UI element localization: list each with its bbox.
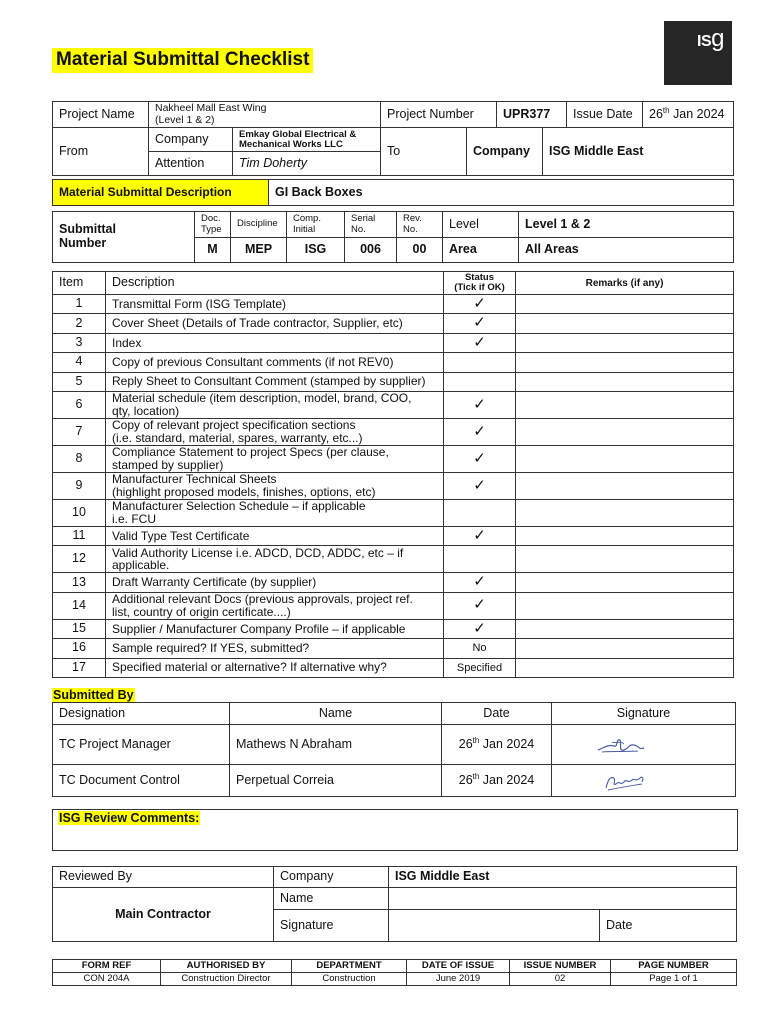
attention-label: Attention bbox=[149, 152, 233, 176]
submittal-description-table bbox=[52, 179, 734, 206]
checklist-row bbox=[53, 499, 734, 526]
project-number-value: UPR377 bbox=[497, 102, 567, 128]
serial-no-value: 006 bbox=[345, 238, 397, 263]
status-check-icon[interactable]: ✓ bbox=[444, 295, 516, 314]
description-value: GI Back Boxes bbox=[269, 180, 734, 206]
comp-initial-label: Comp. Initial bbox=[287, 212, 345, 238]
project-name-label: Project Name bbox=[53, 102, 149, 128]
status-check-icon[interactable]: ✓ bbox=[444, 391, 516, 418]
checklist-row bbox=[53, 295, 734, 314]
reviewed-company-label: Company bbox=[274, 867, 389, 888]
remarks-cell[interactable] bbox=[516, 619, 734, 638]
submittal-number-table bbox=[52, 211, 734, 263]
remarks-cell[interactable] bbox=[516, 472, 734, 499]
remarks-cell[interactable] bbox=[516, 546, 734, 573]
designation-value: TC Document Control bbox=[53, 765, 230, 797]
area-label: Area bbox=[443, 238, 519, 263]
status-header: Status (Tick if OK) bbox=[444, 272, 516, 295]
footer-form-ref: CON 204A bbox=[53, 973, 161, 986]
footer-header-department: DEPARTMENT bbox=[292, 960, 407, 973]
isg-logo: ISg bbox=[664, 21, 732, 85]
footer-authorised-by: Construction Director bbox=[161, 973, 292, 986]
company-label: Company bbox=[149, 128, 233, 152]
checklist-row bbox=[53, 472, 734, 499]
reviewer-date-label: Date bbox=[600, 910, 737, 942]
item-description: Supplier / Manufacturer Company Profile – if applicable bbox=[106, 619, 444, 638]
reviewer-name-label: Name bbox=[274, 888, 389, 910]
issue-date-label: Issue Date bbox=[567, 102, 643, 128]
checklist-row bbox=[53, 353, 734, 372]
checklist-row bbox=[53, 391, 734, 418]
item-description: Cover Sheet (Details of Trade contractor, Supplier, etc) bbox=[106, 314, 444, 333]
item-number: 10 bbox=[53, 499, 106, 526]
footer-header-issue-number: ISSUE NUMBER bbox=[510, 960, 611, 973]
submitted-by-row bbox=[53, 725, 736, 765]
status-cell[interactable] bbox=[444, 499, 516, 526]
item-number: 12 bbox=[53, 546, 106, 573]
status-check-icon[interactable]: ✓ bbox=[444, 526, 516, 545]
reviewed-by-table bbox=[52, 866, 737, 942]
footer-issue-number: 02 bbox=[510, 973, 611, 986]
status-cell[interactable] bbox=[444, 353, 516, 372]
name-value: Mathews N Abraham bbox=[230, 725, 442, 765]
rev-no-label: Rev. No. bbox=[397, 212, 443, 238]
status-cell[interactable]: Specified bbox=[444, 658, 516, 677]
designation-header: Designation bbox=[53, 703, 230, 725]
remarks-cell[interactable] bbox=[516, 445, 734, 472]
date-value: 26th Jan 2024 bbox=[442, 725, 552, 765]
item-number: 16 bbox=[53, 639, 106, 658]
submittal-number-label: Submittal Number bbox=[53, 212, 195, 263]
item-number: 3 bbox=[53, 333, 106, 352]
doc-type-value: M bbox=[195, 238, 231, 263]
item-description: Additional relevant Docs (previous approvals, project ref. list, country of origin certificate....) bbox=[106, 592, 444, 619]
checklist-row bbox=[53, 445, 734, 472]
to-company-value: ISG Middle East bbox=[543, 128, 734, 176]
footer-header-date-of-issue: DATE OF ISSUE bbox=[407, 960, 510, 973]
signature-cell bbox=[552, 725, 736, 765]
item-description: Material schedule (item description, model, brand, COO, qty, location) bbox=[106, 391, 444, 418]
issue-date-value: 26th Jan 2024 bbox=[643, 102, 734, 128]
status-check-icon[interactable]: ✓ bbox=[444, 573, 516, 592]
remarks-cell[interactable] bbox=[516, 499, 734, 526]
footer-department: Construction bbox=[292, 973, 407, 986]
level-label: Level bbox=[443, 212, 519, 238]
remarks-cell[interactable] bbox=[516, 418, 734, 445]
checklist-row bbox=[53, 639, 734, 658]
remarks-cell[interactable] bbox=[516, 573, 734, 592]
status-check-icon[interactable]: ✓ bbox=[444, 445, 516, 472]
comp-initial-value: ISG bbox=[287, 238, 345, 263]
review-comments-label: ISG Review Comments: bbox=[59, 811, 200, 825]
remarks-cell[interactable] bbox=[516, 391, 734, 418]
item-number: 8 bbox=[53, 445, 106, 472]
item-number: 6 bbox=[53, 391, 106, 418]
checklist-row bbox=[53, 573, 734, 592]
remarks-cell[interactable] bbox=[516, 658, 734, 677]
handwritten-signature-2 bbox=[602, 768, 652, 794]
submitted-by-table bbox=[52, 702, 736, 797]
description-label: Material Submittal Description bbox=[53, 180, 269, 206]
footer-header-form-ref: FORM REF bbox=[53, 960, 161, 973]
submitted-by-label: Submitted By bbox=[53, 688, 134, 702]
doc-type-label: Doc. Type bbox=[195, 212, 231, 238]
handwritten-signature-1 bbox=[594, 732, 654, 758]
checklist-row bbox=[53, 418, 734, 445]
item-description: Transmittal Form (ISG Template) bbox=[106, 295, 444, 314]
status-check-icon[interactable]: ✓ bbox=[444, 619, 516, 638]
item-number: 13 bbox=[53, 573, 106, 592]
remarks-cell[interactable] bbox=[516, 353, 734, 372]
remarks-cell[interactable] bbox=[516, 333, 734, 352]
status-check-icon[interactable]: ✓ bbox=[444, 472, 516, 499]
item-number: 17 bbox=[53, 658, 106, 677]
description-header: Description bbox=[106, 272, 444, 295]
submitted-by-row bbox=[53, 765, 736, 797]
status-cell[interactable] bbox=[444, 372, 516, 391]
item-number: 2 bbox=[53, 314, 106, 333]
footer-header-page-number: PAGE NUMBER bbox=[611, 960, 737, 973]
from-label: From bbox=[53, 128, 149, 176]
form-footer-table bbox=[52, 959, 737, 986]
reviewer-name-value[interactable] bbox=[389, 888, 737, 910]
project-name-value: Nakheel Mall East Wing (Level 1 & 2) bbox=[149, 102, 381, 128]
remarks-cell[interactable] bbox=[516, 639, 734, 658]
item-description: Copy of relevant project specification sections (i.e. standard, material, spares, warranty, etc...) bbox=[106, 418, 444, 445]
status-check-icon[interactable]: ✓ bbox=[444, 592, 516, 619]
checklist-row bbox=[53, 592, 734, 619]
item-number: 11 bbox=[53, 526, 106, 545]
item-number: 7 bbox=[53, 418, 106, 445]
review-comments-box bbox=[52, 809, 738, 851]
remarks-cell[interactable] bbox=[516, 295, 734, 314]
item-header: Item bbox=[53, 272, 106, 295]
item-description: Compliance Statement to project Specs (per clause, stamped by supplier) bbox=[106, 445, 444, 472]
footer-header-authorised-by: AUTHORISED BY bbox=[161, 960, 292, 973]
checklist-row bbox=[53, 619, 734, 638]
remarks-cell[interactable] bbox=[516, 372, 734, 391]
document-title: Material Submittal Checklist bbox=[52, 48, 313, 73]
checklist-row bbox=[53, 333, 734, 352]
reviewer-role: Main Contractor bbox=[53, 888, 274, 942]
footer-date-of-issue: June 2019 bbox=[407, 973, 510, 986]
status-check-icon[interactable]: ✓ bbox=[444, 333, 516, 352]
footer-page-number: Page 1 of 1 bbox=[611, 973, 737, 986]
name-value: Perpetual Correia bbox=[230, 765, 442, 797]
checklist-row bbox=[53, 526, 734, 545]
checklist-row bbox=[53, 546, 734, 573]
item-description: Manufacturer Technical Sheets (highlight proposed models, finishes, options, etc) bbox=[106, 472, 444, 499]
reviewed-by-label: Reviewed By bbox=[53, 867, 274, 888]
to-company-label: Company bbox=[467, 128, 543, 176]
level-value: Level 1 & 2 bbox=[519, 212, 734, 238]
remarks-cell[interactable] bbox=[516, 314, 734, 333]
signature-header: Signature bbox=[552, 703, 736, 725]
to-label: To bbox=[381, 128, 467, 176]
from-company-value: Emkay Global Electrical & Mechanical Works LLC bbox=[233, 128, 381, 152]
from-to-table bbox=[52, 127, 734, 176]
discipline-value: MEP bbox=[231, 238, 287, 263]
checklist-row bbox=[53, 314, 734, 333]
serial-no-label: Serial No. bbox=[345, 212, 397, 238]
date-header: Date bbox=[442, 703, 552, 725]
designation-value: TC Project Manager bbox=[53, 725, 230, 765]
remarks-cell[interactable] bbox=[516, 526, 734, 545]
item-number: 4 bbox=[53, 353, 106, 372]
item-number: 1 bbox=[53, 295, 106, 314]
item-description: Sample required? If YES, submitted? bbox=[106, 639, 444, 658]
item-description: Valid Authority License i.e. ADCD, DCD, ADDC, etc – if applicable. bbox=[106, 546, 444, 573]
remarks-header: Remarks (if any) bbox=[516, 272, 734, 295]
item-description: Valid Type Test Certificate bbox=[106, 526, 444, 545]
attention-value: Tim Doherty bbox=[233, 152, 381, 176]
status-cell[interactable] bbox=[444, 546, 516, 573]
checklist-table bbox=[52, 271, 734, 678]
rev-no-value: 00 bbox=[397, 238, 443, 263]
reviewer-signature-label: Signature bbox=[274, 910, 389, 942]
status-cell[interactable]: No bbox=[444, 639, 516, 658]
area-value: All Areas bbox=[519, 238, 734, 263]
item-description: Draft Warranty Certificate (by supplier) bbox=[106, 573, 444, 592]
item-number: 14 bbox=[53, 592, 106, 619]
item-description: Reply Sheet to Consultant Comment (stamped by supplier) bbox=[106, 372, 444, 391]
review-comments-text[interactable] bbox=[58, 828, 732, 847]
reviewed-company-value: ISG Middle East bbox=[389, 867, 737, 888]
project-header-table bbox=[52, 101, 734, 128]
name-header: Name bbox=[230, 703, 442, 725]
discipline-label: Discipline bbox=[231, 212, 287, 238]
item-number: 5 bbox=[53, 372, 106, 391]
remarks-cell[interactable] bbox=[516, 592, 734, 619]
reviewer-signature-field[interactable] bbox=[389, 910, 600, 942]
project-number-label: Project Number bbox=[381, 102, 497, 128]
status-check-icon[interactable]: ✓ bbox=[444, 418, 516, 445]
item-number: 15 bbox=[53, 619, 106, 638]
status-check-icon[interactable]: ✓ bbox=[444, 314, 516, 333]
date-value: 26th Jan 2024 bbox=[442, 765, 552, 797]
checklist-row bbox=[53, 372, 734, 391]
checklist-row bbox=[53, 658, 734, 677]
item-description: Manufacturer Selection Schedule – if applicable i.e. FCU bbox=[106, 499, 444, 526]
item-number: 9 bbox=[53, 472, 106, 499]
item-description: Copy of previous Consultant comments (if not REV0) bbox=[106, 353, 444, 372]
item-description: Index bbox=[106, 333, 444, 352]
item-description: Specified material or alternative? If alternative why? bbox=[106, 658, 444, 677]
signature-cell bbox=[552, 765, 736, 797]
